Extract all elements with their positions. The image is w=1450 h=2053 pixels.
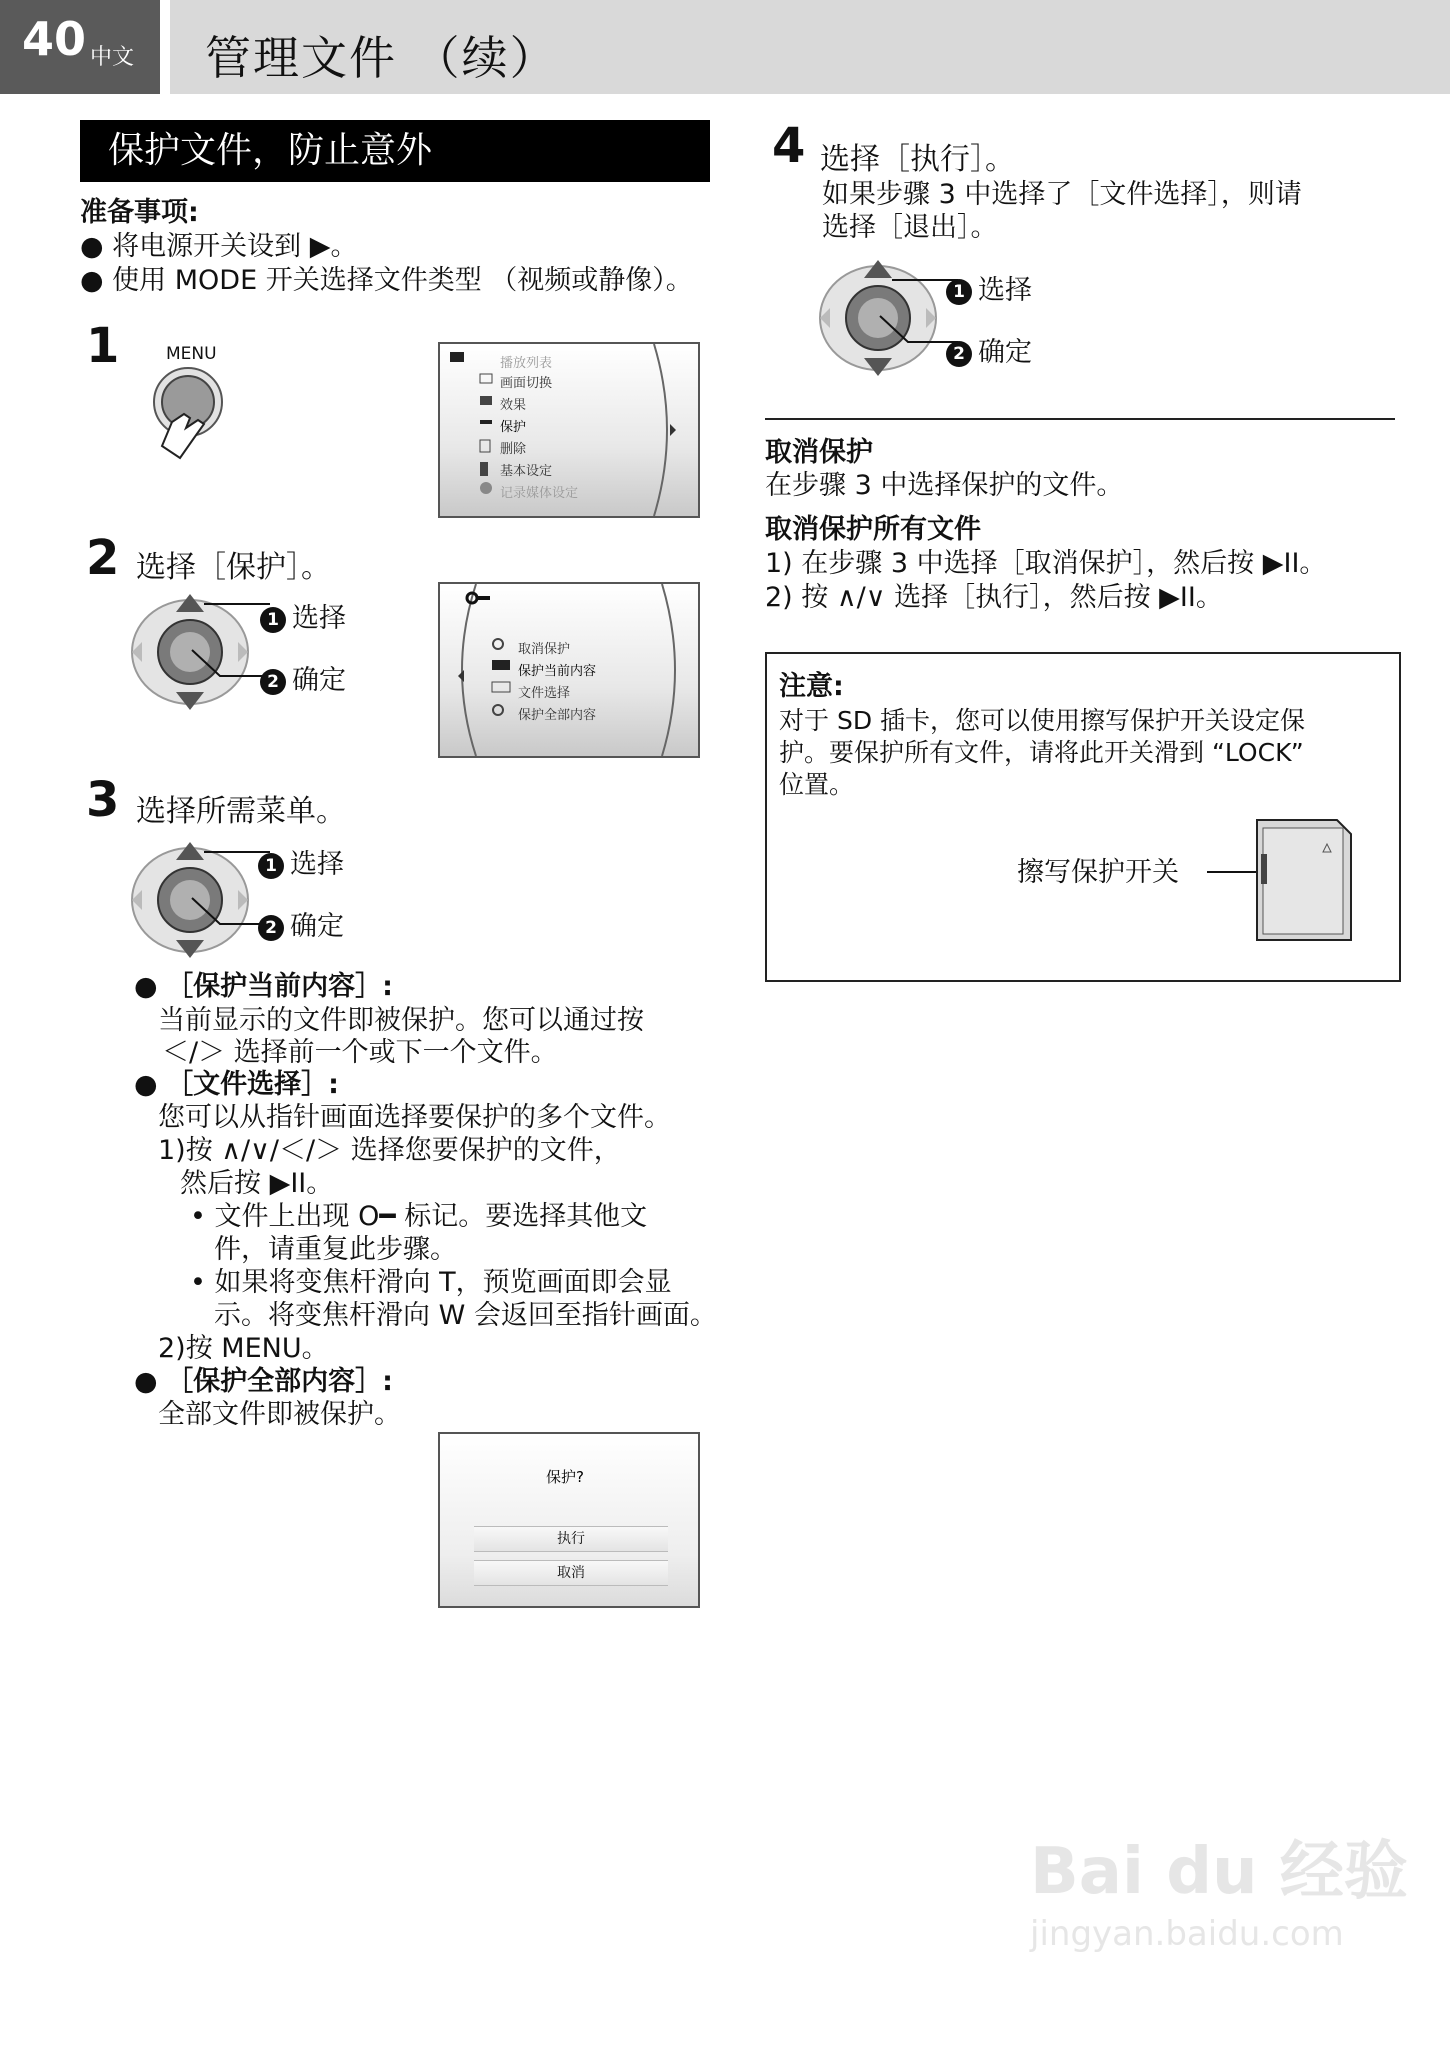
watermark-brand: Bai du 经验 xyxy=(1030,1835,1408,1909)
opt1-line1: 当前显示的文件即被保护。您可以通过按 xyxy=(158,1005,644,1036)
cancel-line1: 在步骤 3 中选择保护的文件。 xyxy=(765,470,1124,501)
cancel-title: 取消保护 xyxy=(765,437,873,468)
prep-item-1: ● 将电源开关设到 ▶。 xyxy=(80,231,358,262)
opt2-title: ● ［文件选择］: xyxy=(134,1069,339,1100)
dialog-question: 保护? xyxy=(546,1468,584,1486)
opt1-title: ● ［保护当前内容］: xyxy=(134,971,393,1002)
confirm-dialog-screen xyxy=(438,1432,700,1608)
note-line1: 对于 SD 插卡，您可以使用擦写保护开关设定保 xyxy=(779,706,1306,735)
protect-item-current: 保护当前内容 xyxy=(518,664,597,679)
step4-title: 选择［执行］。 xyxy=(820,142,1015,177)
cancel-all-line2: 2) 按 ∧/∨ 选择［执行］，然后按 ▶II。 xyxy=(765,582,1223,613)
note-box xyxy=(765,652,1401,982)
switch-label: 擦写保护开关 xyxy=(1017,857,1179,888)
sd-card-icon xyxy=(1207,814,1367,954)
section-title: 保护文件，防止意外 xyxy=(80,120,710,182)
menu-item-media-settings: 记录媒体设定 xyxy=(500,486,579,501)
page-number: 40 xyxy=(22,12,87,66)
step2-confirm-label: 2 确定 xyxy=(260,658,346,697)
menu-screen xyxy=(438,342,700,518)
cancel-all-line1: 1) 在步骤 3 中选择［取消保护］，然后按 ▶II。 xyxy=(765,548,1327,579)
note-line3: 位置。 xyxy=(779,770,855,799)
controller-icon xyxy=(130,590,280,714)
opt2-bullet1a: • 文件上出现 O━ 标记。要选择其他文 xyxy=(190,1201,648,1232)
menu-item-effects: 效果 xyxy=(500,398,527,413)
step4-confirm-label: 2 确定 xyxy=(946,330,1032,369)
step2-title: 选择［保护］。 xyxy=(136,550,331,585)
opt2-bullet1b: 件，请重复此步骤。 xyxy=(214,1234,457,1265)
cancel-all-title: 取消保护所有文件 xyxy=(765,514,981,545)
watermark-url: jingyan.baidu.com xyxy=(1030,1914,1344,1954)
step3-title: 选择所需菜单。 xyxy=(136,794,346,829)
protect-item-all: 保护全部内容 xyxy=(518,708,597,723)
menu-item-playlist: 播放列表 xyxy=(500,356,553,371)
dialog-execute-button[interactable]: 执行 xyxy=(474,1526,668,1552)
opt2-bullet2b: 示。将变焦杆滑向 W 会返回至指针画面。 xyxy=(214,1300,717,1331)
step4-line1: 如果步骤 3 中选择了［文件选择］，则请 xyxy=(822,179,1302,210)
opt3-title: ● ［保护全部内容］: xyxy=(134,1366,393,1397)
opt2-bullet2a: • 如果将变焦杆滑向 T，预览画面即会显 xyxy=(190,1267,672,1298)
opt1-line2: ＜/＞ 选择前一个或下一个文件。 xyxy=(162,1037,558,1068)
protect-screen xyxy=(438,582,700,758)
menu-item-display-switch: 画面切换 xyxy=(500,376,553,391)
menu-button-label: MENU xyxy=(166,344,217,364)
step-number-4: 4 xyxy=(772,118,806,174)
step4-select-label: 1 选择 xyxy=(946,268,1032,307)
opt2-step1a: 1)按 ∧/∨/＜/＞ 选择您要保护的文件， xyxy=(158,1135,621,1166)
note-title: 注意: xyxy=(779,671,844,702)
note-line2: 护。要保护所有文件，请将此开关滑到 “LOCK” xyxy=(779,738,1304,767)
dialog-cancel-button[interactable]: 取消 xyxy=(474,1560,668,1586)
prep-item-2: ● 使用 MODE 开关选择文件类型 （视频或静像）。 xyxy=(80,265,693,296)
page-number-block xyxy=(0,0,160,94)
step-number-3: 3 xyxy=(86,772,120,828)
protect-item-cancel: 取消保护 xyxy=(518,642,571,657)
step3-confirm-label: 2 确定 xyxy=(258,904,344,943)
step4-line2: 选择［退出］。 xyxy=(822,212,998,243)
step-number-2: 2 xyxy=(86,530,120,586)
page-title: 管理文件 （续） xyxy=(205,31,558,85)
menu-item-protect: 保护 xyxy=(500,420,527,435)
prep-title: 准备事项: xyxy=(80,197,199,228)
divider xyxy=(765,418,1395,420)
step2-select-label: 1 选择 xyxy=(260,596,346,635)
opt3-line1: 全部文件即被保护。 xyxy=(158,1399,401,1430)
opt2-line1: 您可以从指针画面选择要保护的多个文件。 xyxy=(158,1102,671,1133)
protect-item-file-select: 文件选择 xyxy=(518,686,571,701)
menu-item-delete: 删除 xyxy=(500,442,527,457)
menu-button-icon xyxy=(150,366,226,442)
opt2-step2: 2)按 MENU。 xyxy=(158,1333,329,1364)
step-number-1: 1 xyxy=(86,318,120,374)
language-label: 中文 xyxy=(90,45,135,70)
step3-select-label: 1 选择 xyxy=(258,842,344,881)
menu-item-basic-settings: 基本设定 xyxy=(500,464,553,479)
opt2-step1b: 然后按 ▶II。 xyxy=(180,1168,334,1199)
